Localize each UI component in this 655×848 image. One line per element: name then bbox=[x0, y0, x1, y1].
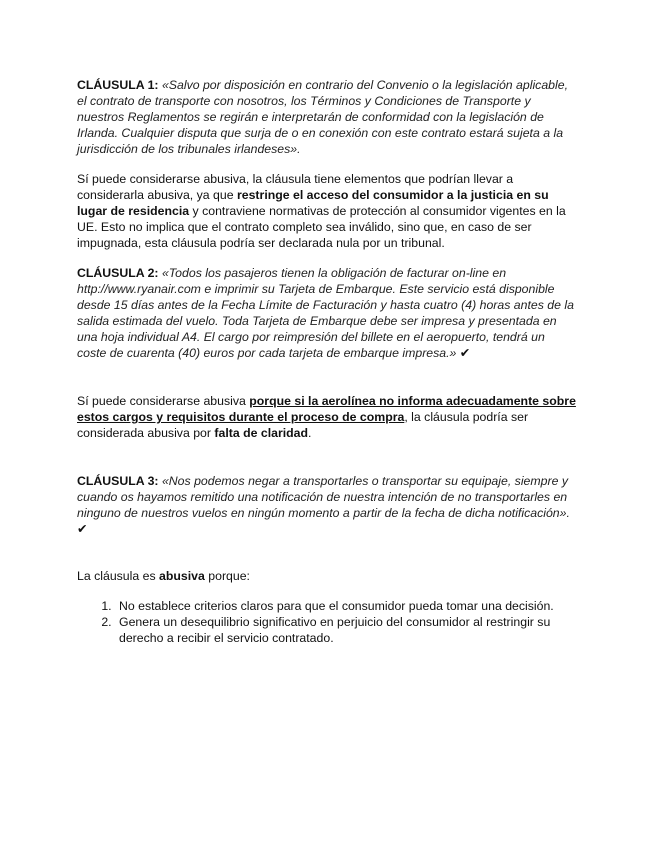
clause-2-analysis-mid: , la cláusula podría ser considerada abusiva por bbox=[77, 410, 529, 440]
list-item: 1. No establece criterios claros para que el consumidor pueda tomar una decisión. bbox=[115, 598, 577, 614]
clause-3-intro-bold: abusiva bbox=[159, 569, 205, 583]
clause-3 bbox=[77, 473, 577, 537]
clause-2-analysis-pre: Sí puede considerarse abusiva bbox=[77, 394, 250, 408]
clause-1-analysis-post: y contraviene normativas de protección al consumidor vigentes en la UE. Esto no implica que el contrato completo sea inválido, sino que, en caso de ser impugnada, esta cláusula podría ser declarada nula por un tribunal. bbox=[77, 204, 566, 250]
check-mark-icon: ✔ bbox=[77, 522, 88, 536]
clause-2-analysis-underline: porque si la aerolínea no informa adecuadamente sobre estos cargos y requisitos durante el proceso de compra bbox=[77, 394, 576, 424]
check-mark-icon: ✔ bbox=[459, 346, 471, 360]
clause-1-analysis-bold: restringe el acceso del consumidor a la justicia en su lugar de residencia bbox=[77, 188, 549, 218]
clause-1-analysis bbox=[77, 171, 577, 251]
clause-1 bbox=[77, 77, 577, 157]
clause-3-label: CLÁUSULA 3: bbox=[77, 474, 159, 488]
document-body bbox=[77, 77, 577, 646]
clause-1-analysis-pre: Sí puede considerarse abusiva, la cláusula tiene elementos que podrían llevar a considerarla abusiva, ya que bbox=[77, 172, 514, 202]
clause-2-label: CLÁUSULA 2: bbox=[77, 266, 159, 280]
clause-1-label: CLÁUSULA 1: bbox=[77, 78, 159, 92]
clause-2-quote: «Todos los pasajeros tienen la obligación de facturar on-line en http://www.ryanair.com e imprimir su Tarjeta de Embarque. Este servicio está disponible desde 15 días antes de la Fecha Límite de Facturación y hasta cuatro (4) horas antes de la salida estimada del vuelo. Toda Tarjeta de Embarque debe ser impresa y presentada en una hoja individual A4. El cargo por reimpresión del billete en el aeropuerto, tendrá un coste de cuarenta (40) euros por cada tarjeta de embarque impresa.» bbox=[77, 266, 574, 360]
clause-2-analysis-end: . bbox=[308, 426, 312, 440]
list-item: 2. Genera un desequilibrio significativo en perjuicio del consumidor al restringir su derecho a recibir el servicio contratado. bbox=[115, 614, 577, 646]
clause-3-intro bbox=[77, 568, 577, 584]
clause-3-intro-post: porque: bbox=[204, 569, 250, 583]
reasons-list bbox=[77, 598, 577, 646]
clause-1-quote: «Salvo por disposición en contrario del Convenio o la legislación aplicable, el contrato de transporte con nosotros, los Términos y Condiciones de Transporte y nuestros Reglamentos se regirán e interpretarán de conformidad con la legislación de Irlanda. Cualquier disputa que surja de o en conexión con este contrato estará sujeta a la jurisdicción de los tribunales irlandeses». bbox=[77, 78, 568, 156]
clause-2-analysis-bold: falta de claridad bbox=[214, 426, 309, 440]
clause-3-quote: «Nos podemos negar a transportarles o transportar su equipaje, siempre y cuando os hayamos remitido una notificación de nuestra intención de no transportarles en ninguno de nuestros vuelos en ningún momento a partir de la fecha de dicha notificación». bbox=[77, 474, 570, 520]
clause-2-analysis bbox=[77, 393, 577, 441]
clause-3-intro-pre: La cláusula es bbox=[77, 569, 160, 583]
clause-2 bbox=[77, 265, 577, 361]
